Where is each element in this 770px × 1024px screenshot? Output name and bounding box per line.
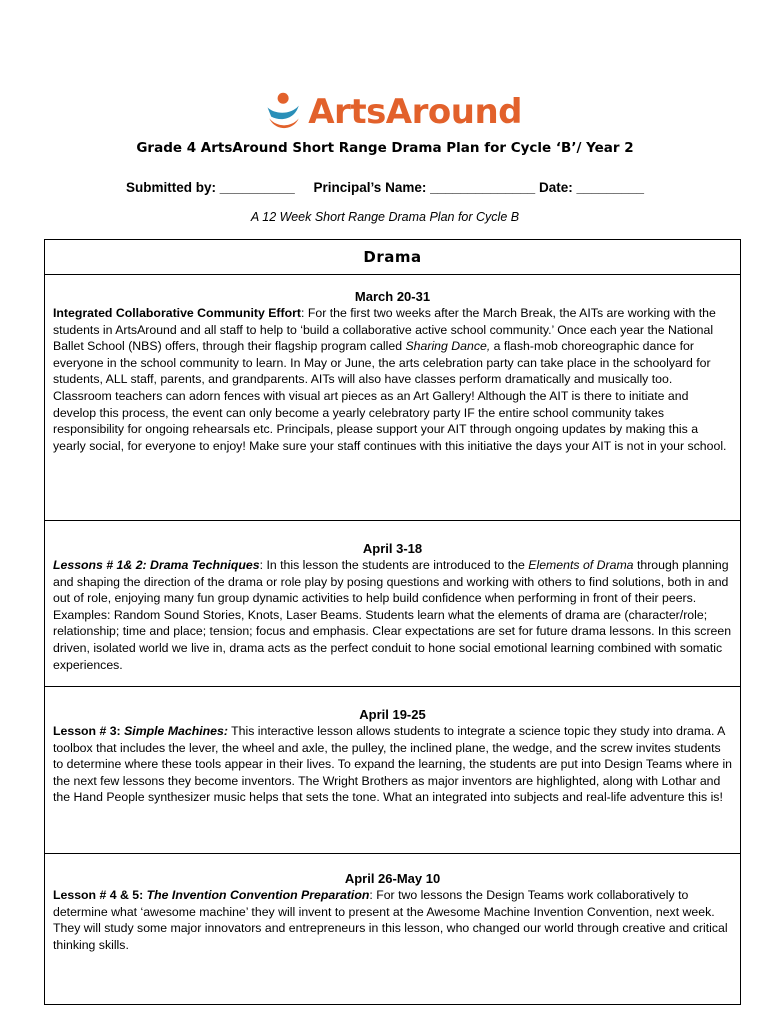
artsaround-logo — [262, 88, 522, 136]
arts-figure-logo-icon — [262, 89, 304, 135]
section-lead-prefix: Lesson # 4 & 5: — [53, 888, 147, 902]
section-body — [53, 723, 732, 806]
plan-section-april-3-18 — [45, 521, 740, 687]
section-text: : For two lessons the Design Teams work collaboratively to determine what ‘awesome machine’ they will invent to present at the Awesome Machine Invention Convention, next week. They will study some major innovators and entrepreneurs in this lesson, who changed our world through creative and critical thinking skills. — [53, 888, 728, 952]
section-date: March 20-31 — [354, 289, 431, 304]
section-lead: The Invention Convention Preparation — [146, 888, 370, 902]
section-lead: Simple Machines: — [124, 724, 228, 738]
section-text: : In this lesson the students are introduced to the — [259, 558, 529, 572]
section-date: April 19-25 — [359, 707, 426, 722]
section-text-continued: through planning and shaping the direction of the drama or role play by posing questions and working with others to find solutions, both in and out of role, enjoying many fun group dynamic activities to help build confidence when performing in front of their peers. Examples: Random Sound Stories, Knots, Laser Beams. Students learn what the elements of drama are (character/role; relationship; time and place; tension; focus and emphasis. Clear expectations are set for future drama lessons. In this screen driven, isolated world we live in, drama acts as the perfect conduit to hone social emotional learning combined with somatic experiences. — [53, 558, 732, 672]
section-text: This interactive lesson allows students to integrate a science topic they study into drama. A toolbox that includes the lever, the wheel and axle, the pulley, the inclined plane, the wedge, and the screw invites students to determine where these tools appear in their lives. To expand the learning, the students are put into Design Teams where in the next few lessons they become inventors. The Wright Brothers as major inventors are highlighted, along with Lothar and the Hand People synthesizer music helps that sets the tone. What an integrated into subjects and real-life adventure this is! — [53, 724, 733, 805]
section-body — [53, 557, 732, 673]
section-body — [53, 305, 732, 454]
section-text-continued: a flash-mob choreographic dance for everyone in the school community to learn. In May or June, the arts celebration party can take place in the schoolyard for students, ALL staff, parents, and grandparents. AITs will also have classes perform dramatically and musically too. Classroom teachers can adorn fences with visual art pieces as an Art Gallery! Although the AIT is there to initiate and develop this process, the event can only become a yearly celebratory party IF the entire school community takes responsibility for ongoing rehearsals etc. Principals, please support your AIT through ongoing updates by making this a yearly social, for everyone to enjoy! Make sure your staff continues with this initiative the days your AIT is not in your school. — [53, 339, 727, 453]
section-date: April 3-18 — [362, 541, 423, 556]
logo-text: ArtsAround — [308, 92, 522, 132]
section-body — [53, 887, 732, 953]
section-date: April 26-May 10 — [344, 871, 441, 886]
drama-plan-table — [44, 239, 741, 1005]
plan-section-march — [45, 275, 740, 521]
section-italic-text: Elements of Drama — [528, 558, 634, 572]
plan-section-april-19-25 — [45, 687, 740, 854]
plan-section-april-26-may-10 — [45, 854, 740, 1004]
submission-line: Submitted by: __________ Principal’s Name: ______________ Date: _________ — [125, 180, 645, 195]
section-text: : For the first two weeks after the March Break, the AITs are working with the students in ArtsAround and all staff to help to ‘build a collaborative active school community.’ Once each year the National Ballet School (NBS) offers, through their flagship program called — [53, 306, 716, 354]
document-title: Grade 4 ArtsAround Short Range Drama Plan for Cycle ‘B’/ Year 2 — [136, 140, 634, 156]
section-lead-prefix: Lesson # 3: — [53, 724, 125, 738]
section-lead: Integrated Collaborative Community Effort — [53, 306, 302, 320]
table-header: Drama — [45, 240, 740, 275]
section-italic-text: Sharing Dance, — [405, 339, 491, 354]
section-lead: Lessons # 1& 2: Drama Techniques — [53, 558, 260, 572]
document-subtitle: A 12 Week Short Range Drama Plan for Cycle B — [250, 210, 520, 224]
